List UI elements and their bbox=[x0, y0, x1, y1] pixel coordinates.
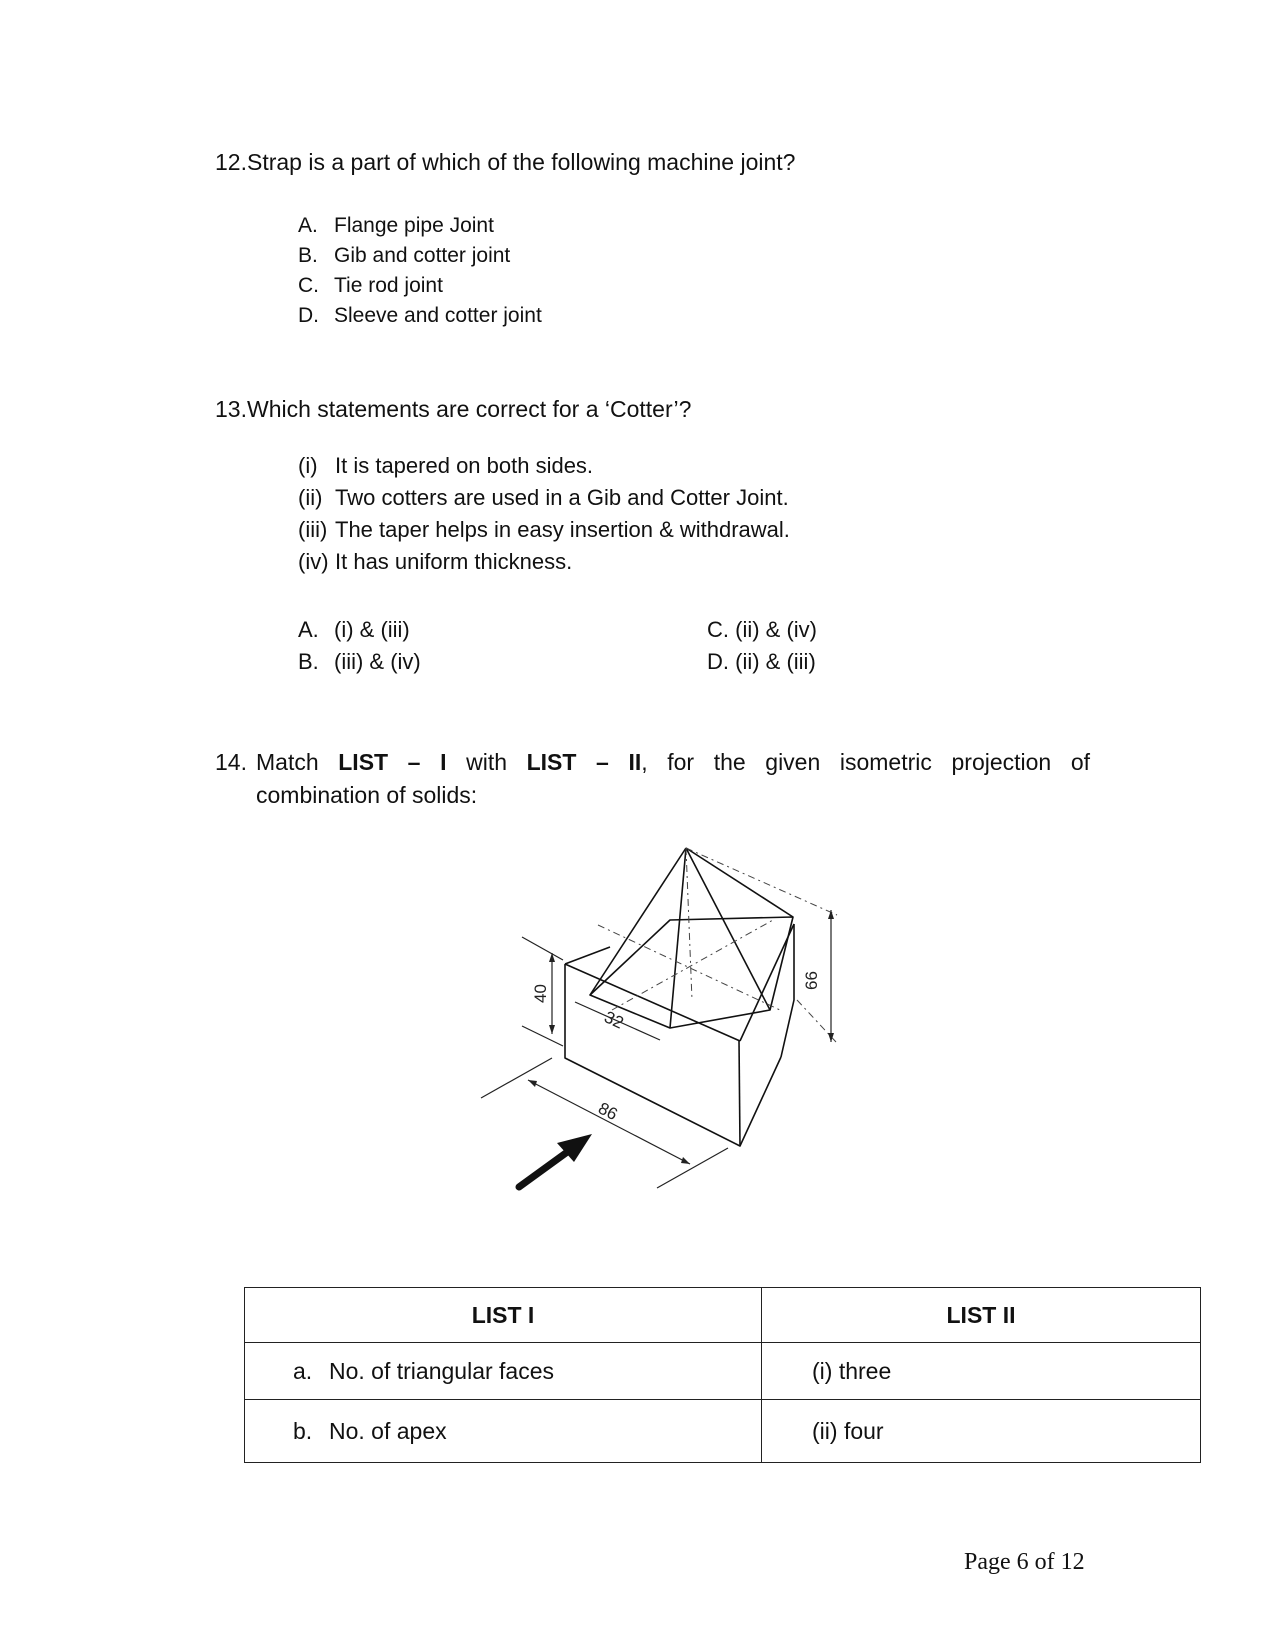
question-12 bbox=[215, 146, 795, 178]
option-letter: C. bbox=[707, 617, 729, 642]
view-direction-arrow-icon bbox=[519, 1134, 592, 1187]
table-cell-right bbox=[762, 1343, 1201, 1400]
option-text: (i) & (iii) bbox=[334, 617, 410, 642]
statement-text: It has uniform thickness. bbox=[335, 549, 573, 574]
option-letter: B. bbox=[298, 649, 319, 674]
question-word: with bbox=[466, 749, 507, 775]
statement-number: (ii) bbox=[298, 485, 323, 510]
extension-line bbox=[481, 1058, 552, 1098]
question-text: Strap is a part of which of the following machine joint? bbox=[246, 149, 796, 175]
question-word: of bbox=[1070, 749, 1091, 775]
option-text: Flange pipe Joint bbox=[334, 214, 494, 237]
item-letter: b. bbox=[293, 1417, 313, 1444]
extension-line bbox=[657, 1148, 728, 1188]
question-word: isometric bbox=[839, 749, 932, 775]
question-number-14: 14. bbox=[215, 749, 247, 775]
option-text: Sleeve and cotter joint bbox=[334, 304, 542, 327]
question-number: 12. bbox=[215, 149, 247, 175]
option-text: (ii) & (iii) bbox=[735, 649, 816, 674]
statement-text: It is tapered on both sides. bbox=[335, 453, 594, 478]
option-a bbox=[298, 211, 494, 241]
question-word: , for bbox=[641, 749, 695, 775]
statement-text: Two cotters are used in a Gib and Cotter Joint. bbox=[335, 485, 789, 510]
item-text: three bbox=[838, 1357, 892, 1384]
item-letter: a. bbox=[293, 1357, 313, 1384]
option-a bbox=[298, 614, 410, 646]
table-row bbox=[245, 1400, 1201, 1463]
question-13 bbox=[215, 393, 691, 425]
option-text: Gib and cotter joint bbox=[334, 244, 511, 267]
table-header-list-one: LIST I bbox=[245, 1288, 762, 1343]
list-one-label: LIST – I bbox=[338, 749, 447, 775]
table-cell-left bbox=[245, 1343, 762, 1400]
question-14-line2: combination of solids: bbox=[256, 782, 478, 808]
statement-number: (iv) bbox=[298, 549, 329, 574]
statement-ii bbox=[298, 482, 789, 514]
dimension-label-side: 32 bbox=[601, 1007, 627, 1033]
item-text: four bbox=[843, 1417, 884, 1444]
option-b bbox=[298, 241, 510, 271]
option-letter: B. bbox=[298, 244, 318, 267]
option-d bbox=[707, 646, 816, 678]
extension-line bbox=[522, 1026, 563, 1046]
option-text: Tie rod joint bbox=[334, 274, 443, 297]
option-letter: D. bbox=[298, 304, 319, 327]
option-letter: D. bbox=[707, 649, 729, 674]
option-d bbox=[298, 301, 542, 331]
table-header-list-two: LIST II bbox=[762, 1288, 1201, 1343]
prism-back-edge bbox=[781, 924, 794, 1057]
question-word: Match bbox=[256, 749, 319, 775]
question-word: given bbox=[765, 749, 821, 775]
pyramid-edge bbox=[686, 848, 770, 1010]
option-text: (iii) & (iv) bbox=[334, 649, 421, 674]
pyramid-base bbox=[590, 917, 793, 1028]
statement-iv bbox=[298, 546, 572, 578]
table-cell-right bbox=[762, 1400, 1201, 1463]
table-cell-left bbox=[245, 1400, 762, 1463]
center-line bbox=[686, 848, 692, 1000]
question-text: Which statements are correct for a ‘Cotter’? bbox=[246, 396, 692, 422]
question-14-line1 bbox=[256, 746, 1090, 778]
dimension-label-length: 86 bbox=[595, 1098, 621, 1125]
prism-top-right-edge bbox=[740, 924, 794, 1041]
statement-i bbox=[298, 450, 593, 482]
option-c bbox=[707, 614, 817, 646]
prism-vertical-edge bbox=[739, 1040, 740, 1146]
pyramid-edge bbox=[686, 848, 793, 917]
extension-line bbox=[686, 848, 837, 915]
isometric-figure bbox=[470, 830, 860, 1210]
prism-top-edge bbox=[565, 964, 740, 1041]
prism-top-left-edge bbox=[565, 947, 610, 964]
option-text: (ii) & (iv) bbox=[735, 617, 817, 642]
question-word: the bbox=[713, 749, 746, 775]
option-letter: A. bbox=[298, 617, 319, 642]
statement-number: (iii) bbox=[298, 517, 328, 542]
page-number: Page 6 of 12 bbox=[964, 1549, 1085, 1575]
option-b bbox=[298, 646, 421, 678]
question-number: 13. bbox=[215, 396, 247, 422]
item-text: No. of triangular faces bbox=[329, 1357, 555, 1384]
option-letter: A. bbox=[298, 214, 318, 237]
statement-iii bbox=[298, 514, 790, 546]
table-row bbox=[245, 1343, 1201, 1400]
statement-text: The taper helps in easy insertion & withdrawal. bbox=[335, 517, 790, 542]
extension-line bbox=[522, 937, 563, 960]
match-table bbox=[244, 1287, 1201, 1463]
item-number: (i) bbox=[812, 1357, 833, 1384]
dimension-label-total: 66 bbox=[802, 971, 821, 990]
statement-number: (i) bbox=[298, 453, 318, 478]
item-text: No. of apex bbox=[329, 1417, 447, 1444]
option-c bbox=[298, 271, 443, 301]
pyramid-edge bbox=[590, 848, 686, 995]
center-line bbox=[612, 920, 773, 1010]
list-two-label: LIST – II bbox=[526, 749, 642, 775]
question-word: projection bbox=[951, 749, 1052, 775]
item-number: (ii) bbox=[812, 1417, 838, 1444]
pyramid-edge bbox=[670, 848, 686, 1028]
dimension-label-height: 40 bbox=[531, 984, 550, 1003]
option-letter: C. bbox=[298, 274, 319, 297]
